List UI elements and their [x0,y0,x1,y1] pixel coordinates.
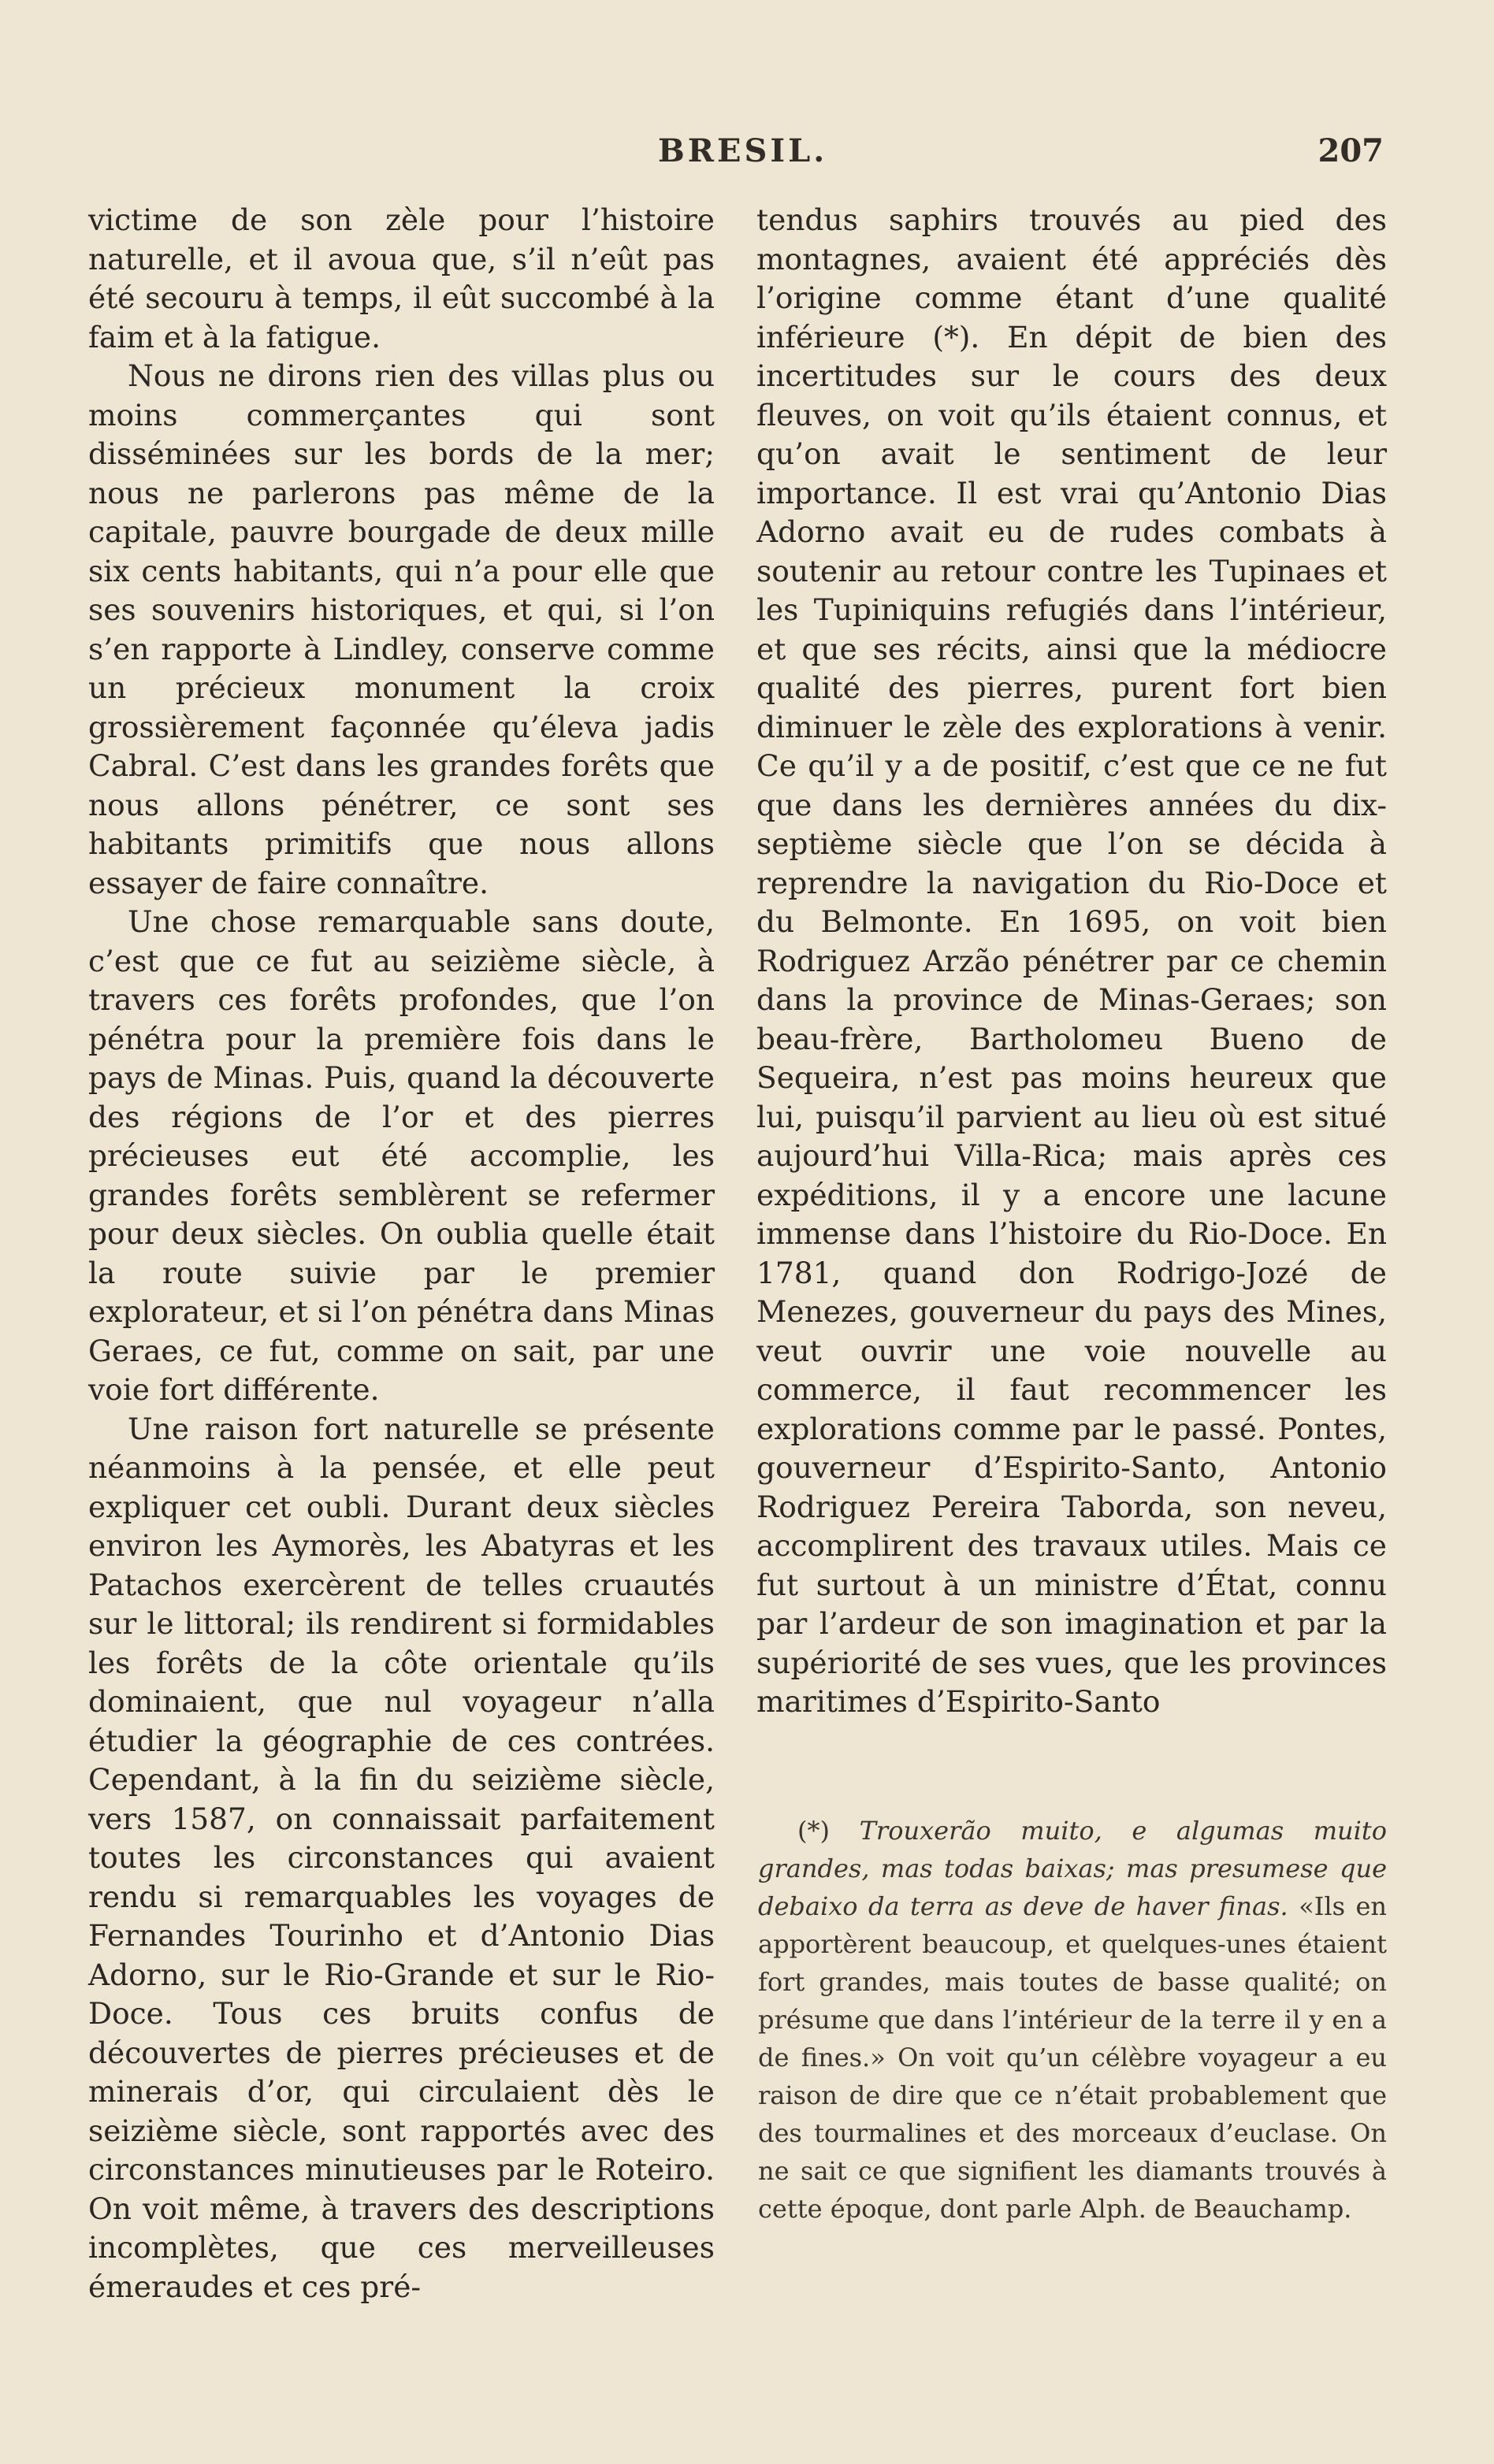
paragraph: tendus saphirs trouvés au pied des montagnes, avaient été appréciés dès l’origine comme étant d’une qualité inférieure (*). En dépit de bien des incertitudes sur le cours des deux fleuves, on voit qu’ils étaient connus, et qu’on avait le sentiment de leur importance. Il est vrai qu’Antonio Dias Adorno avait eu de rudes combats à soutenir au retour contre les Tupinaes et les Tupiniquins refugiés dans l’intérieur, et que ses récits, ainsi que la médiocre qualité des pierres, purent fort bien diminuer le zèle des explorations à venir. Ce qu’il y a de positif, c’est que ce ne fut que dans les dernières années du dix-septième siècle que l’on se décida à reprendre la navigation du Rio-Doce et du Belmonte. En 1695, on voit bien Rodriguez Arzão pénétrer par ce chemin dans la province de Minas-Geraes; son beau-frère, Bartholomeu Bueno de Sequeira, n’est pas moins heureux que lui, puisqu’il parvient au lieu où est situé aujourd’hui Villa-Rica; mais après ces expéditions, il y a encore une lacune immense dans l’histoire du Rio-Doce. En 1781, quand don Rodrigo-Jozé de Menezes, gouverneur du pays des Mines, veut ouvrir une voie nouvelle au commerce, il faut recommencer les explorations comme par le passé. Pontes, gouverneur d’Espirito-Santo, Antonio Rodriguez Pereira Taborda, son neveu, accomplirent des travaux utiles. Mais ce fut surtout à un ministre d’État, connu par l’ardeur de son imagination et par la supériorité de ses vues, que les provinces maritimes d’Espirito-Santo [756,202,1387,1719]
right-column [756,201,1387,1722]
running-title: BRESIL. [658,132,828,169]
footnote-french-text: «Ils en apportèrent beaucoup, et quelques-unes étaient fort grandes, mais toutes de basse qualité; on présume que dans l’intérieur de la terre il y en a de fines.» On voit qu’un célèbre voyageur a eu raison de dire que ce n’était probablement que des tourmalines et des morceaux d’euclase. On ne sait ce que signifient les diamants trouvés à cette époque, dont parle Alph. de Beauchamp. [758,1891,1388,2224]
footnote [758,1812,1387,2228]
footnote-portuguese-quote: Trouxerão muito, e algumas muito grandes, mas todas baixas; mas presumese que debaixo da terra as deve de haver finas. [758,1816,1388,1921]
paragraph: Une raison fort naturelle se présente néanmoins à la pensée, et elle peut expliquer cet oubli. Durant deux siècles environ les Aymorès, les Abatyras et les Patachos exercèrent de telles cruautés sur le littoral; ils rendirent si formidables les forêts de la côte orientale qu’ils dominaient, que nul voyageur n’alla étudier la géographie de ces contrées. Cependant, à la fin du seizième siècle, vers 1587, on connaissait parfaitement toutes les circonstances qui avaient rendu si remarquables les voyages de Fernandes Tourinho et d’Antonio Dias Adorno, sur le Rio-Grande et sur le Rio-Doce. Tous ces bruits confus de découvertes de pierres précieuses et de minerais d’or, qui circulaient dès le seizième siècle, sont rapportés avec des circonstances minutieuses par le Roteiro. On voit même, à travers des descriptions incomplètes, que ces merveilleuses émeraudes et ces pré- [88,1411,715,2304]
left-column [88,201,715,2306]
paragraph: Une chose remarquable sans doute, c’est que ce fut au seizième siècle, à travers ces forêts profondes, que l’on pénétra pour la première fois dans le pays de Minas. Puis, quand la découverte des régions de l’or et des pierres précieuses eut été accomplie, les grandes forêts semblèrent se refermer pour deux siècles. On oublia quelle était la route suivie par le premier explorateur, et si l’on pénétra dans Minas Geraes, ce fut, comme on sait, par une voie fort différente. [88,904,715,1407]
page-number: 207 [1317,132,1384,169]
paragraph: Nous ne dirons rien des villas plus ou moins commerçantes qui sont disséminées sur les bords de la mer; nous ne parlerons pas même de la capitale, pauvre bourgade de deux mille six cents habitants, qui n’a pour elle que ses souvenirs historiques, et qui, si l’on s’en rapporte à Lindley, conserve comme un précieux monument la croix grossièrement façonnée qu’éleva jadis Cabral. C’est dans les grandes forêts que nous allons pénétrer, ce sont ses habitants primitifs que nous allons essayer de faire connaître. [88,358,715,900]
paragraph: victime de son zèle pour l’histoire naturelle, et il avoua que, s’il n’eût pas été secouru à temps, il eût succombé à la faim et à la fatigue. [88,202,715,354]
running-head [0,132,1494,180]
footnote-marker: (*) [797,1816,860,1846]
